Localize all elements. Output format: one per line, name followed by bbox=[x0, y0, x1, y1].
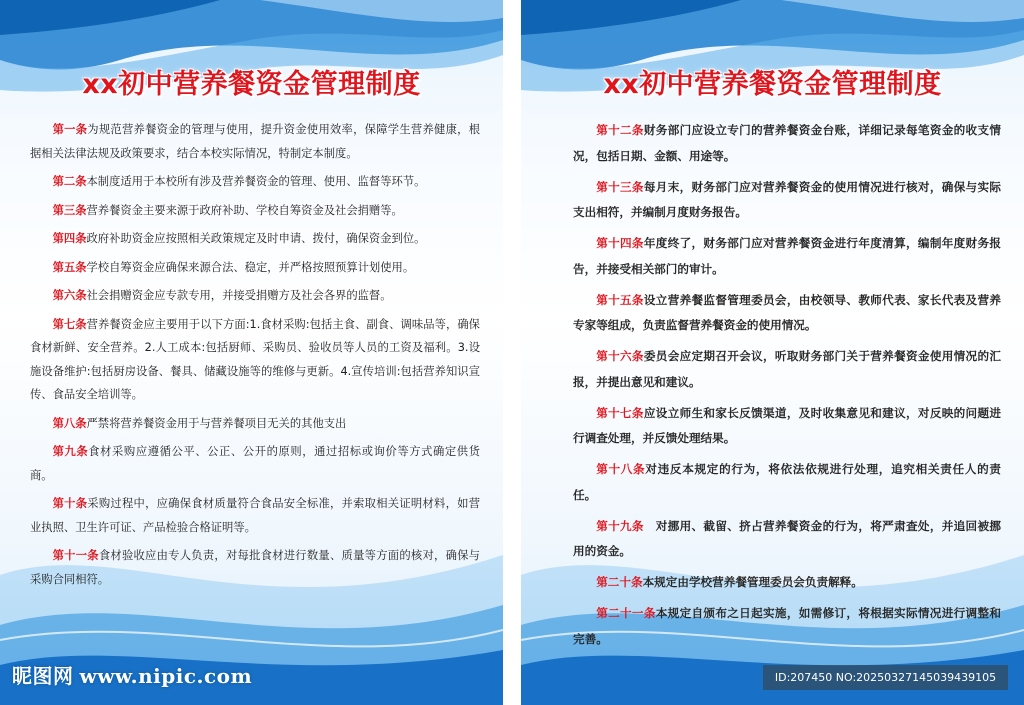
article-number: 第十二条 bbox=[596, 123, 644, 137]
article-17 bbox=[573, 401, 1001, 452]
article-text: 本规定由学校营养餐管理委员会负责解释。 bbox=[642, 575, 863, 589]
article-text: 本制度适用于本校所有涉及营养餐资金的管理、使用、监督等环节。 bbox=[86, 175, 426, 188]
article-15 bbox=[573, 288, 1001, 339]
article-text: 学校自筹资金应确保来源合法、稳定，并严格按照预算计划使用。 bbox=[86, 260, 415, 274]
article-text: 政府补助资金应按照相关政策规定及时申请、拨付，确保资金到位。 bbox=[86, 232, 426, 245]
poster-panel-left bbox=[0, 0, 503, 705]
article-19 bbox=[573, 514, 1001, 565]
article-20 bbox=[573, 570, 1001, 596]
article-number: 第十八条 bbox=[596, 462, 646, 476]
article-text: 设立营养餐监督管理委员会，由校领导、教师代表、家长代表及营养专家等组成，负责监督营养餐资金的使用情况。 bbox=[573, 292, 1001, 332]
article-13 bbox=[573, 175, 1001, 226]
article-14 bbox=[573, 231, 1001, 282]
article-number: 第十条 bbox=[52, 497, 88, 510]
article-list bbox=[30, 118, 480, 596]
article-10 bbox=[30, 492, 480, 539]
article-text: 财务部门应设立专门的营养餐资金台账，详细记录每笔资金的收支情况，包括日期、金额、用途等。 bbox=[573, 123, 1001, 163]
article-7 bbox=[30, 313, 480, 407]
article-number: 第四条 bbox=[52, 232, 87, 245]
article-number: 第一条 bbox=[52, 123, 88, 136]
article-text: 严禁将营养餐资金用于与营养餐项目无关的其他支出 bbox=[86, 416, 347, 430]
article-list bbox=[573, 118, 1001, 658]
page-title: xx初中营养餐资金管理制度 bbox=[603, 69, 942, 100]
article-11 bbox=[30, 544, 480, 591]
article-number: 第六条 bbox=[52, 289, 87, 302]
article-number: 第八条 bbox=[52, 416, 87, 430]
image-id-bar: ID:207450 NO:20250327145039439105 bbox=[763, 665, 1008, 690]
article-text: 营养餐资金应主要用于以下方面:1.食材采购:包括主食、副食、调味品等，确保食材新鲜、安全营养。2.人工成本:包括厨师、采购员、验收员等人员的工资及福利。3.设施设备维护:包括厨房设备、餐具、储藏设施等的维修与更新。4.宣传培训:包括营养知识宣传、食品安全培训等。 bbox=[30, 317, 480, 401]
article-number: 第五条 bbox=[52, 260, 87, 274]
article-number: 第九条 bbox=[52, 445, 89, 458]
article-4 bbox=[30, 227, 480, 251]
article-5 bbox=[30, 256, 480, 280]
article-text: 社会捐赠资金应专款专用，并接受捐赠方及社会各界的监督。 bbox=[86, 289, 392, 302]
article-1 bbox=[30, 118, 480, 165]
article-21 bbox=[573, 601, 1001, 652]
article-number: 第二条 bbox=[52, 175, 87, 188]
article-number: 第十一条 bbox=[52, 549, 99, 562]
article-text: 为规范营养餐资金的管理与使用，提升资金使用效率，保障学生营养健康，根据相关法律法规及政策要求，结合本校实际情况，特制定本制度。 bbox=[30, 123, 480, 160]
article-18 bbox=[573, 457, 1001, 508]
article-text: 本规定自颁布之日起实施，如需修订，将根据实际情况进行调整和完善。 bbox=[573, 606, 1001, 646]
article-text: 采购过程中，应确保食材质量符合食品安全标准，并索取相关证明材料，如营业执照、卫生许可证、产品检验合格证明等。 bbox=[30, 497, 480, 534]
article-text: 应设立师生和家长反馈渠道，及时收集意见和建议，对反映的问题进行调查处理，并反馈处理结果。 bbox=[573, 405, 1001, 445]
article-text: 营养餐资金主要来源于政府补助、学校自筹资金及社会捐赠等。 bbox=[86, 203, 403, 217]
article-8 bbox=[30, 412, 480, 436]
article-number: 第十六条 bbox=[596, 349, 644, 363]
article-text: 食材采购应遵循公平、公正、公开的原则，通过招标或询价等方式确定供货商。 bbox=[30, 445, 480, 482]
article-16 bbox=[573, 344, 1001, 395]
article-text: 每月末，财务部门应对营养餐资金的使用情况进行核对，确保与实际支出相符，并编制月度财务报告。 bbox=[573, 179, 1001, 219]
article-text: 对违反本规定的行为，将依法依规进行处理，追究相关责任人的责任。 bbox=[573, 462, 1001, 502]
article-number: 第十四条 bbox=[596, 236, 644, 250]
watermark-url: www.nipic.com bbox=[79, 664, 253, 688]
article-text: 对挪用、截留、挤占营养餐资金的行为，将严肃查处，并追回被挪用的资金。 bbox=[573, 518, 1001, 558]
article-number: 第十五条 bbox=[596, 292, 644, 307]
article-text: 委员会应定期召开会议，听取财务部门关于营养餐资金使用情况的汇报，并提出意见和建议。 bbox=[573, 349, 1001, 389]
article-number: 第二十一条 bbox=[596, 606, 656, 620]
article-number: 第二十条 bbox=[596, 575, 643, 589]
article-text: 年度终了，财务部门应对营养餐资金进行年度清算，编制年度财务报告，并接受相关部门的审计。 bbox=[573, 236, 1001, 276]
article-3 bbox=[30, 199, 480, 223]
page-title: xx初中营养餐资金管理制度 bbox=[82, 69, 421, 100]
poster-panel-right bbox=[521, 0, 1024, 705]
article-number: 第十三条 bbox=[596, 179, 644, 194]
article-12 bbox=[573, 118, 1001, 169]
watermark-brand: 昵图网 bbox=[12, 664, 74, 688]
article-6 bbox=[30, 284, 480, 308]
article-2 bbox=[30, 170, 480, 194]
site-watermark bbox=[12, 660, 252, 689]
article-number: 第十九条 bbox=[596, 518, 644, 533]
article-9 bbox=[30, 440, 480, 487]
article-number: 第七条 bbox=[52, 317, 87, 331]
article-number: 第三条 bbox=[52, 203, 87, 217]
article-text: 食材验收应由专人负责，对每批食材进行数量、质量等方面的核对，确保与采购合同相符。 bbox=[30, 549, 480, 586]
article-number: 第十七条 bbox=[596, 405, 644, 420]
